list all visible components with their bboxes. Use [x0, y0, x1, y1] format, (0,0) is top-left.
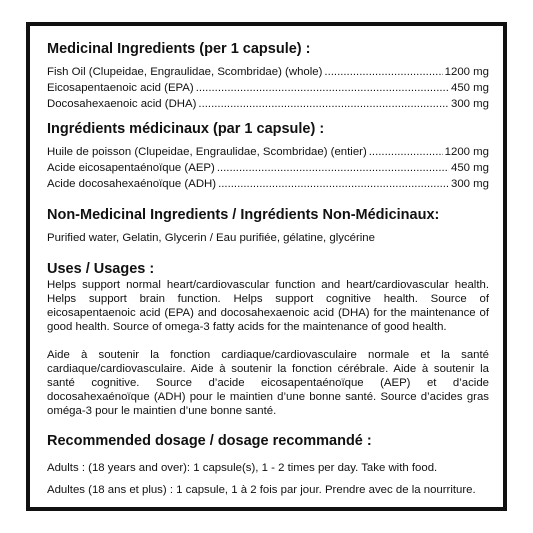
ingredient-name: Acide eicosapentaénoïque (AEP): [47, 162, 215, 174]
leader-dots: [218, 176, 449, 192]
ingredient-amount: 450 mg: [451, 82, 489, 94]
dosage-adults-en: Adults : (18 years and over): 1 capsule(s), 1 - 2 times per day. Take with food.: [47, 462, 438, 474]
leader-dots: [369, 144, 443, 160]
ingredient-name: Fish Oil (Clupeidae, Engraulidae, Scombridae) (whole): [47, 66, 323, 78]
dosage-adults-fr: Adultes (18 ans et plus) : 1 capsule, 1 à 2 fois par jour. Prendre avec de la nourriture.: [47, 484, 476, 496]
ingredient-name: Acide docosahexaénoïque (ADH): [47, 178, 217, 190]
non-medicinal-heading: Non-Medicinal Ingredients / Ingrédients Non-Médicinaux:: [47, 207, 440, 223]
medicinal-fr-heading: Ingrédients médicinaux (par 1 capsule) :: [47, 121, 325, 137]
medicinal-heading: Medicinal Ingredients (per 1 capsule) :: [47, 41, 311, 57]
ingredient-amount: 450 mg: [451, 162, 489, 174]
ingredient-row: [47, 176, 489, 192]
ingredient-row: [47, 64, 489, 80]
ingredient-amount: 1200 mg: [444, 146, 489, 158]
dosage-heading: Recommended dosage / dosage recommandé :: [47, 433, 372, 449]
leader-dots: [196, 80, 449, 96]
ingredient-row: [47, 96, 489, 112]
ingredient-name: Huile de poisson (Clupeidae, Engraulidae, Scombridae) (entier): [47, 146, 367, 158]
uses-text-fr: Aide à soutenir la fonction cardiaque/cardiovasculaire normale et la santé cardiaque/cardiovasculaire. Aide à soutenir la fonction cérébrale. Aide à soutenir la santé cognitive. Source d’acide eicosapentaénoïque (AEP) et d’acide docosahexaénoïque (ADH) pour le maintien d’une bonne santé. Source d’acides gras oméga-3 pour le maintien d’une bonne santé.: [47, 349, 489, 417]
ingredient-amount: 1200 mg: [444, 66, 489, 78]
ingredient-row: [47, 160, 489, 176]
ingredient-amount: 300 mg: [451, 98, 489, 110]
uses-heading: Uses / Usages :: [47, 261, 155, 277]
ingredient-row: [47, 80, 489, 96]
leader-dots: [217, 160, 449, 176]
non-medicinal-text: Purified water, Gelatin, Glycerin / Eau purifiée, gélatine, glycérine: [47, 232, 375, 244]
label-content: [47, 40, 489, 498]
ingredient-name: Docosahexaenoic acid (DHA): [47, 98, 197, 110]
ingredient-row: [47, 144, 489, 160]
uses-text-en: Helps support normal heart/cardiovascular function and heart/cardiovascular health. Helps support brain function. Helps support cognitive health. Source of eicosapentaenoic acid (EPA) and docosahexaenoic acid (DHA) for the maintenance of good health. Source of omega-3 fatty acids for the maintenance of good health.: [47, 279, 489, 333]
ingredient-name: Eicosapentaenoic acid (EPA): [47, 82, 194, 94]
ingredient-amount: 300 mg: [451, 178, 489, 190]
leader-dots: [198, 96, 449, 112]
leader-dots: [324, 64, 442, 80]
